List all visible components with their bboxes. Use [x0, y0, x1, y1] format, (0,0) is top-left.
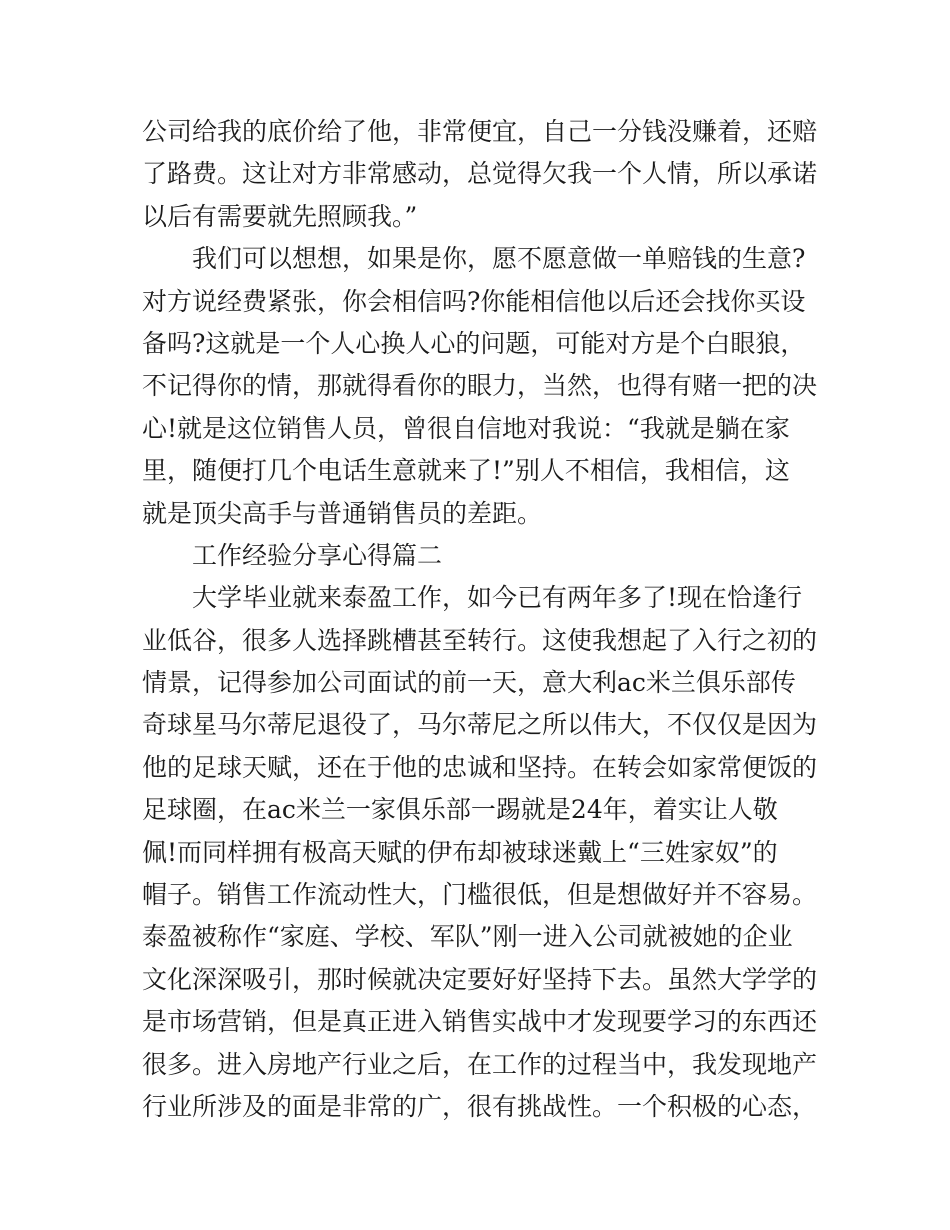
paragraph [142, 238, 818, 535]
text-line: 行业所涉及的面是非常的广，很有挑战性。一个积极的心态， [142, 1091, 818, 1121]
text-line: 对方说经费紧张，你会相信吗?你能相信他以后还会找你买设 [142, 286, 806, 316]
document-body [142, 111, 818, 1128]
text-line: 是市场营销，但是真正进入销售实战中才发现要学习的东西还 [142, 1007, 818, 1037]
text-line: 他的足球天赋，还在于他的忠诚和坚持。在转会如家常便饭的 [142, 752, 818, 782]
section-heading: 工作经验分享心得篇二 [192, 540, 443, 570]
text-line: 文化深深吸引，那时候就决定要好好坚持下去。虽然大学学的 [142, 964, 818, 994]
text-line: 足球圈，在ac米兰一家俱乐部一踢就是24年，着实让人敬 [142, 795, 778, 825]
text-line: 就是顶尖高手与普通销售员的差距。 [142, 498, 543, 528]
paragraph [142, 111, 818, 238]
text-line: 帽子。销售工作流动性大，门槛很低，但是想做好并不容易。 [142, 880, 818, 910]
text-line: 以后有需要就先照顾我。” [142, 201, 418, 231]
text-line: 备吗?这就是一个人心换人心的问题，可能对方是个白眼狼， [142, 328, 806, 358]
text-line: 大学毕业就来泰盈工作，如今已有两年多了!现在恰逢行 [192, 583, 803, 613]
text-line: 佩!而同样拥有极高天赋的伊布却被球迷戴上“三姓家奴”的 [142, 837, 778, 867]
text-line: 泰盈被称作“家庭、学校、军队”刚一进入公司就被她的企业 [142, 922, 793, 952]
text-line: 公司给我的底价给了他，非常便宜，自己一分钱没赚着，还赔 [142, 117, 818, 146]
text-line: 很多。进入房地产行业之后，在工作的过程当中，我发现地产 [142, 1049, 818, 1079]
text-line: 里，随便打几个电话生意就来了!”别人不相信，我相信，这 [142, 456, 790, 486]
text-line: 了路费。这让对方非常感动，总觉得欠我一个人情，所以承诺 [142, 159, 818, 189]
text-line: 心!就是这位销售人员，曾很自信地对我说：“我就是躺在家 [142, 413, 790, 443]
text-line: 我们可以想想，如果是你，愿不愿意做一单赔钱的生意? [192, 244, 806, 274]
text-line: 不记得你的情，那就得看你的眼力，当然，也得有赌一把的决 [142, 371, 818, 401]
paragraph [142, 577, 818, 1128]
text-line: 情景，记得参加公司面试的前一天，意大利ac米兰俱乐部传 [142, 668, 796, 698]
text-line: 奇球星马尔蒂尼退役了，马尔蒂尼之所以伟大，不仅仅是因为 [142, 710, 818, 740]
text-line: 业低谷，很多人选择跳槽甚至转行。这使我想起了入行之初的 [142, 625, 818, 655]
paragraph [142, 535, 812, 577]
